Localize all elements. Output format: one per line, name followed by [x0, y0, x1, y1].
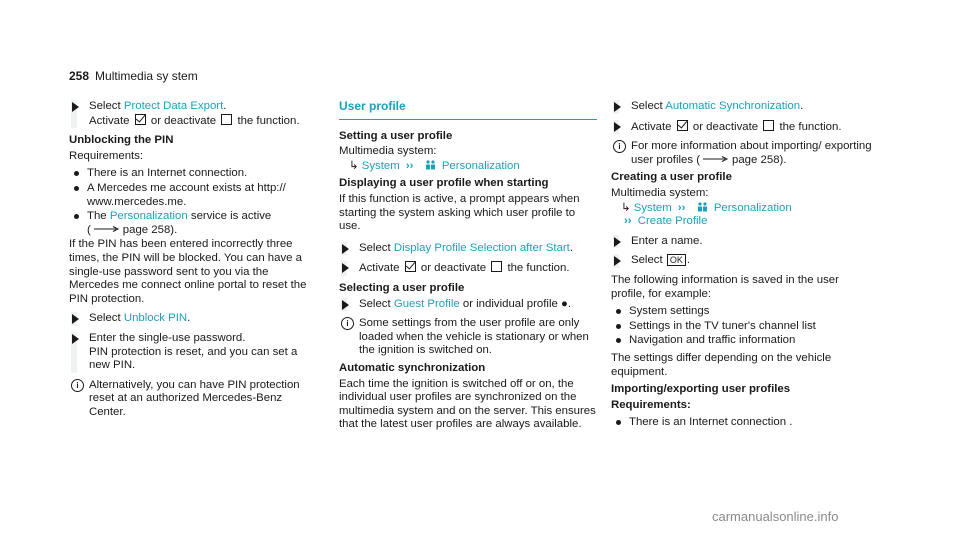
- double-chevron-icon: ››: [405, 159, 414, 172]
- step-arrow-icon: [72, 314, 79, 324]
- info-icon: i: [341, 317, 354, 330]
- link-display-profile-selection[interactable]: Display Profile Selection after Start: [393, 241, 570, 254]
- checkbox-checked-icon: [677, 120, 688, 131]
- link-personalization[interactable]: Personalization: [441, 159, 520, 172]
- info-note: i Some settings from the user profile are only loaded when the vehicle is stationary or when the ignition is switched on.: [339, 317, 597, 358]
- watermark: carmanualsonline.info: [712, 509, 839, 524]
- multimedia-label: Multimedia system:: [339, 145, 437, 158]
- link-system[interactable]: System: [633, 201, 672, 214]
- checkbox-checked-icon: [135, 114, 146, 125]
- requirements-label: Requirements:: [611, 398, 691, 411]
- menu-path: [611, 201, 873, 229]
- persons-icon: [697, 201, 708, 212]
- paragraph: The following information is saved in the user profile, for example:: [611, 273, 839, 300]
- multimedia-label: Multimedia system:: [611, 186, 709, 199]
- step-arrow-icon: [342, 244, 349, 254]
- info-note: i Alternatively, you can have PIN protection reset at an authorized Mercedes-Benz Center.: [69, 379, 319, 420]
- checkbox-empty-icon: [491, 261, 502, 272]
- column-2: [339, 100, 597, 436]
- requirements-label: Requirements:: [69, 149, 144, 162]
- step-arrow-icon: [342, 300, 349, 310]
- heading-import-export: Importing/exporting user profiles: [611, 383, 791, 396]
- section-title: User profile: [339, 100, 597, 120]
- step-arrow-icon: [614, 256, 621, 266]
- step-activate: Activate or deactivate the function.: [339, 261, 597, 276]
- info-icon: i: [613, 140, 626, 153]
- column-3: [611, 100, 873, 431]
- step-select-profile: Select Guest Profile or individual profile ●.: [339, 298, 597, 312]
- double-chevron-icon: ››: [624, 215, 632, 228]
- arrow-right-icon: [703, 156, 729, 162]
- menu-path: [339, 159, 597, 174]
- step-protect-data-export: Select Protect Data Export. Activate or deactivate the function.: [69, 100, 319, 128]
- persons-icon: [425, 159, 436, 170]
- header-title: Multimedia sy stem: [95, 69, 198, 83]
- step-enter-password: Enter the single-use password. PIN protection is reset, and you can set a new PIN.: [69, 332, 319, 373]
- checkbox-checked-icon: [405, 261, 416, 272]
- list-item: Settings in the TV tuner's channel list: [611, 320, 873, 334]
- path-arrow-icon: ↳: [349, 159, 359, 172]
- link-personalization[interactable]: Personalization: [713, 201, 792, 214]
- info-note: i For more information about importing/ exporting user profiles ( page 258).: [611, 140, 873, 167]
- heading-displaying-profile: Displaying a user profile when starting: [339, 177, 549, 190]
- paragraph: Each time the ignition is switched off or on, the individual user profiles are synchronized on the multimedia system and on the server. This ensures that the latest user profiles are always available.: [339, 377, 596, 431]
- step-automatic-sync: Select Automatic Synchronization.: [611, 100, 873, 114]
- list-item: There is an Internet connection .: [611, 416, 873, 430]
- ok-button-icon: OK: [667, 254, 686, 266]
- arrow-right-icon: [94, 226, 120, 232]
- heading-creating-profile: Creating a user profile: [611, 171, 732, 184]
- list-item: The Personalization service is active ( page 258).: [69, 210, 319, 237]
- heading-automatic-sync: Automatic synchronization: [339, 361, 486, 374]
- link-unblock-pin[interactable]: Unblock PIN: [123, 312, 188, 325]
- radio-icon: ●.: [561, 297, 572, 310]
- paragraph: The settings differ depending on the vehicle equipment.: [611, 351, 832, 378]
- list-item: Navigation and traffic information: [611, 334, 873, 348]
- link-protect-data-export[interactable]: Protect Data Export: [123, 100, 224, 112]
- column-1: [69, 100, 319, 423]
- step-display-profile: Select Display Profile Selection after Start.: [339, 242, 597, 256]
- step-arrow-icon: [72, 334, 79, 344]
- paragraph: If this function is active, a prompt appears when starting the system asking which user profile to use.: [339, 192, 580, 233]
- list-item: There is an Internet connection.: [69, 167, 319, 181]
- double-chevron-icon: ››: [677, 201, 686, 214]
- heading-setting-profile: Setting a user profile: [339, 129, 453, 142]
- step-arrow-icon: [614, 122, 621, 132]
- info-icon: i: [71, 379, 84, 392]
- link-automatic-synchronization[interactable]: Automatic Synchronization: [665, 100, 801, 112]
- checkbox-empty-icon: [221, 114, 232, 125]
- link-personalization[interactable]: Personalization: [109, 210, 188, 223]
- list-item: A Mercedes me account exists at http:// www.mercedes.me.: [69, 182, 319, 209]
- step-arrow-icon: [342, 263, 349, 273]
- step-enter-name: Enter a name.: [611, 235, 873, 249]
- step-activate: Activate or deactivate the function.: [611, 120, 873, 135]
- step-arrow-icon: [72, 102, 79, 112]
- step-arrow-icon: [614, 102, 621, 112]
- link-system[interactable]: System: [361, 159, 400, 172]
- link-guest-profile[interactable]: Guest Profile: [393, 297, 460, 310]
- link-create-profile[interactable]: Create Profile: [637, 215, 708, 228]
- heading-unblocking-pin: Unblocking the PIN: [69, 134, 174, 147]
- step-select-ok: Select OK .: [611, 254, 873, 268]
- step-arrow-icon: [614, 237, 621, 247]
- checkbox-empty-icon: [763, 120, 774, 131]
- list-item: System settings: [611, 305, 873, 319]
- path-arrow-icon: ↳: [621, 201, 631, 214]
- step-unblock-pin: Select Unblock PIN.: [69, 312, 319, 326]
- page-number: 258: [69, 69, 90, 83]
- heading-selecting-profile: Selecting a user profile: [339, 281, 465, 294]
- page-header: [69, 70, 198, 84]
- paragraph: If the PIN has been entered incorrectly three times, the PIN will be blocked. You can have a single-use password sent to you via the Mercedes me connect online portal to reset the PIN protection.: [69, 238, 307, 305]
